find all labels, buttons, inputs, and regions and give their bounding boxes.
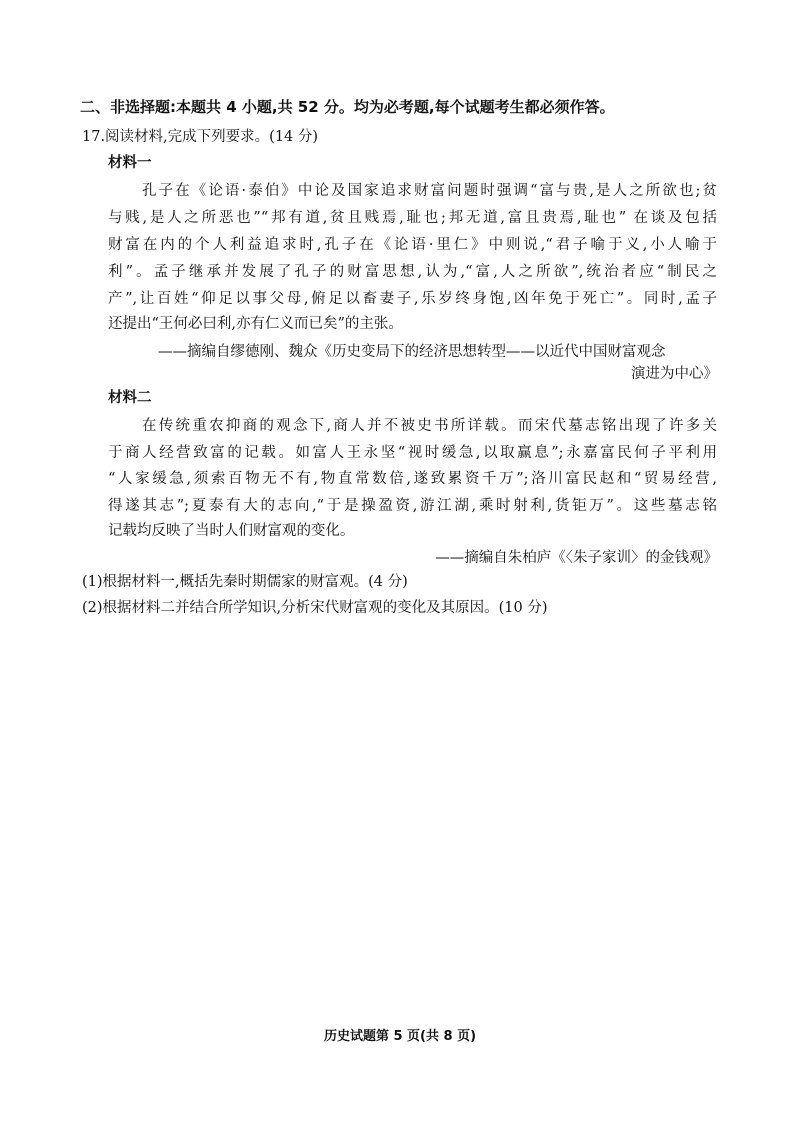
material1-line: 利”。孟子继承并发展了孔子的财富思想,认为,“富,人之所欲”,统治者应“制民之 (108, 264, 717, 280)
material1-line: 财富在内的个人利益追求时,孔子在《论语·里仁》中则说,“君子喻于义,小人喻于 (108, 237, 717, 253)
material2-label: 材料二 (108, 390, 152, 406)
material2-line: 在传统重农抑商的观念下,商人并不被史书所详载。而宋代墓志铭出现了许多关 (142, 418, 717, 434)
material2-line: 于商人经营致富的记载。如富人王永坚“视时缓急,以取赢息”;永嘉富民何子平利用 (108, 445, 717, 461)
material2-line: “人家缓急,须索百物无不有,物直常数倍,遂致累资千万”;洛川富民赵和“贸易经营, (108, 471, 717, 487)
material1-source-cont: 演进为中心》 (631, 366, 718, 382)
material2-line: 记载均反映了当时人们财富观的变化。 (108, 523, 355, 539)
sub-question-2: (2)根据材料二并结合所学知识,分析宋代财富观的变化及其原因。(10 分) (82, 600, 548, 616)
section-header: 二、非选择题:本题共 4 小题,共 52 分。均为必考题,每个试题考生都必须作答。 (80, 98, 615, 116)
page-footer: 历史试题第 5 页(共 8 页) (323, 1029, 477, 1044)
material1-label: 材料一 (108, 155, 152, 171)
material1-source: ——摘编自缪德刚、魏众《历史变局下的经济思想转型——以近代中国财富观念 (158, 344, 666, 360)
material1-line: 与贱,是人之所恶也”“邦有道,贫且贱焉,耻也;邦无道,富且贵焉,耻也” 在谈及包括 (108, 210, 717, 226)
material1-line: 还提出“王何必曰利,亦有仁义而已矣”的主张。 (108, 316, 403, 332)
material2-source: ——摘编自朱柏庐《〈朱子家训〉的金钱观》 (435, 550, 718, 566)
question-stem: 17.阅读材料,完成下列要求。(14 分) (82, 129, 319, 145)
sub-question-1: (1)根据材料一,概括先秦时期儒家的财富观。(4 分) (82, 574, 408, 590)
material1-line: 孔子在《论语·泰伯》中论及国家追求财富问题时强调“富与贵,是人之所欲也;贫 (142, 183, 717, 199)
material2-line: 得遂其志”;夏泰有大的志向,“于是操盈资,游江湖,乘时射利,货钜万”。这些墓志铭 (108, 498, 717, 514)
material1-line: 产”,让百姓“仰足以事父母,俯足以畜妻子,乐岁终身饱,凶年免于死亡”。同时,孟子 (108, 291, 718, 307)
